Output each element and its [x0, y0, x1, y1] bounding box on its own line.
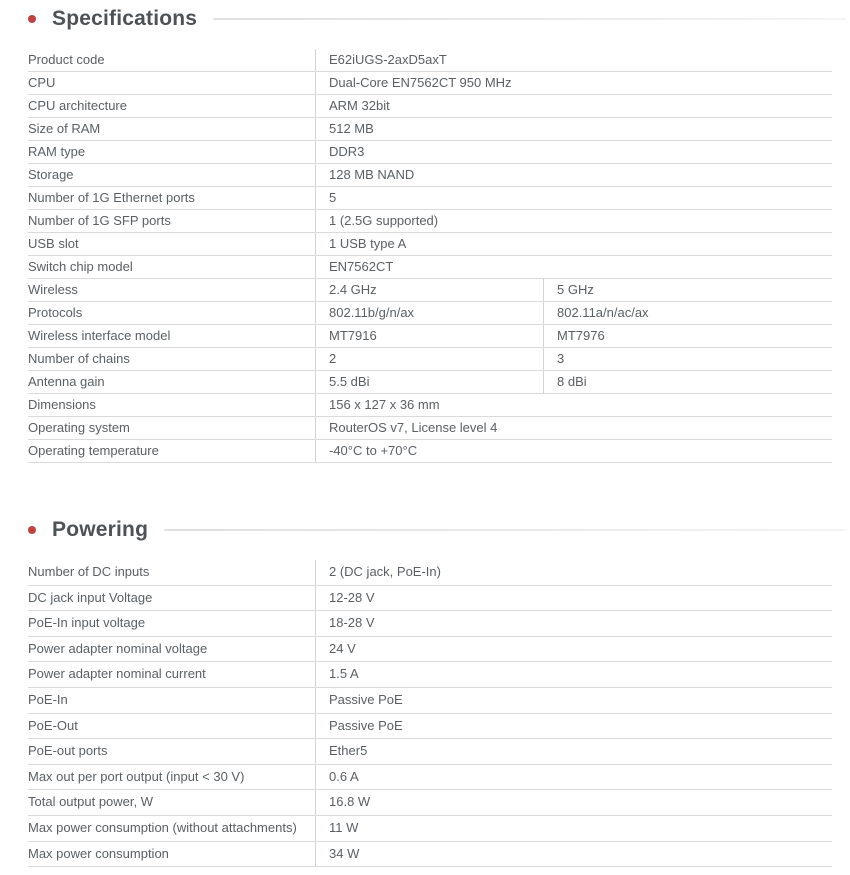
row-label: CPU architecture	[28, 98, 127, 113]
powering-table	[28, 560, 832, 867]
row-label: RAM type	[28, 144, 86, 159]
row-value: 1 USB type A	[315, 233, 832, 255]
table-row	[28, 611, 832, 637]
row-value: 24 V	[315, 637, 832, 662]
row-value: 1.5 A	[315, 662, 832, 687]
row-value: 156 x 127 x 36 mm	[315, 394, 832, 416]
table-row	[28, 816, 832, 842]
section-title: Powering	[52, 517, 149, 541]
row-label: Max out per port output (input < 30 V)	[28, 768, 245, 784]
row-label: Max power consumption	[28, 845, 169, 861]
table-row	[28, 72, 832, 95]
row-label: Size of RAM	[28, 121, 101, 136]
row-value: MT7976	[543, 325, 832, 347]
table-row	[28, 440, 832, 463]
row-value: 5	[315, 187, 832, 209]
specifications-page	[0, 5, 850, 875]
table-row	[28, 739, 832, 765]
row-value: 16.8 W	[315, 790, 832, 815]
table-row	[28, 714, 832, 740]
row-label: Power adapter nominal current	[28, 666, 206, 682]
row-label: Total output power, W	[28, 794, 154, 810]
row-value: 11 W	[315, 816, 832, 841]
row-value: 802.11b/g/n/ax	[315, 302, 543, 324]
table-row	[28, 49, 832, 72]
row-value: RouterOS v7, License level 4	[315, 417, 832, 439]
row-value: MT7916	[315, 325, 543, 347]
table-row	[28, 790, 832, 816]
row-value: ARM 32bit	[315, 95, 832, 117]
row-value: 2.4 GHz	[315, 279, 543, 301]
table-row	[28, 560, 832, 586]
table-row	[28, 325, 832, 348]
section-title: Specifications	[52, 6, 198, 30]
table-row	[28, 348, 832, 371]
row-value: 34 W	[315, 842, 832, 867]
red-bullet-icon	[28, 526, 36, 534]
heading-rule	[213, 18, 846, 20]
row-value: 512 MB	[315, 118, 832, 140]
table-row	[28, 394, 832, 417]
row-value: 1 (2.5G supported)	[315, 210, 832, 232]
row-label: CPU	[28, 75, 56, 90]
row-label: DC jack input Voltage	[28, 589, 153, 605]
red-bullet-icon	[28, 15, 36, 23]
row-label: PoE-In input voltage	[28, 615, 146, 631]
table-row	[28, 118, 832, 141]
row-value: 128 MB NAND	[315, 164, 832, 186]
row-value: 12-28 V	[315, 586, 832, 611]
row-value: 3	[543, 348, 832, 370]
row-label: Switch chip model	[28, 259, 133, 274]
table-row	[28, 765, 832, 791]
row-value: Passive PoE	[315, 714, 832, 739]
row-label: PoE-In	[28, 691, 68, 707]
table-row	[28, 688, 832, 714]
table-row	[28, 279, 832, 302]
table-row	[28, 141, 832, 164]
table-row	[28, 417, 832, 440]
row-label: Max power consumption (without attachments)	[28, 819, 297, 835]
row-label: Protocols	[28, 305, 83, 320]
row-value: EN7562CT	[315, 256, 832, 278]
section-specifications	[0, 5, 850, 463]
row-label: Number of DC inputs	[28, 564, 150, 579]
row-label: Number of chains	[28, 351, 130, 366]
row-value: 18-28 V	[315, 611, 832, 636]
table-row	[28, 637, 832, 663]
row-label: Operating system	[28, 420, 130, 435]
table-row	[28, 233, 832, 256]
row-label: PoE-out ports	[28, 743, 108, 759]
table-row	[28, 586, 832, 612]
row-value: Ether5	[315, 739, 832, 764]
row-label: Power adapter nominal voltage	[28, 640, 208, 656]
heading-rule	[164, 529, 846, 531]
row-value: 5 GHz	[543, 279, 832, 301]
row-label: Storage	[28, 167, 74, 182]
row-value: DDR3	[315, 141, 832, 163]
table-row	[28, 210, 832, 233]
section-powering	[0, 516, 850, 867]
row-value: 2	[315, 348, 543, 370]
specifications-table	[28, 49, 832, 463]
table-row	[28, 256, 832, 279]
powering-heading	[28, 516, 846, 543]
row-label: Antenna gain	[28, 374, 105, 389]
table-row	[28, 164, 832, 187]
table-row	[28, 95, 832, 118]
row-label: Wireless	[28, 282, 78, 297]
table-row	[28, 302, 832, 325]
row-label: Number of 1G SFP ports	[28, 213, 171, 228]
row-label: PoE-Out	[28, 717, 78, 733]
table-row	[28, 662, 832, 688]
row-value: 802.11a/n/ac/ax	[543, 302, 832, 324]
row-label: Number of 1G Ethernet ports	[28, 190, 195, 205]
table-row	[28, 371, 832, 394]
row-value: 8 dBi	[543, 371, 832, 393]
row-label: Operating temperature	[28, 443, 159, 458]
row-label: Dimensions	[28, 397, 96, 412]
row-value: Dual-Core EN7562CT 950 MHz	[315, 72, 832, 94]
row-label: USB slot	[28, 236, 79, 251]
row-value: 2 (DC jack, PoE-In)	[315, 560, 832, 585]
row-value: 5.5 dBi	[315, 371, 543, 393]
row-value: -40°C to +70°C	[315, 440, 832, 462]
row-label: Wireless interface model	[28, 328, 171, 343]
row-value: E62iUGS-2axD5axT	[315, 49, 832, 71]
row-label: Product code	[28, 52, 105, 67]
row-value: Passive PoE	[315, 688, 832, 713]
table-row	[28, 187, 832, 210]
specifications-heading	[28, 5, 846, 32]
row-value: 0.6 A	[315, 765, 832, 790]
table-row	[28, 842, 832, 868]
